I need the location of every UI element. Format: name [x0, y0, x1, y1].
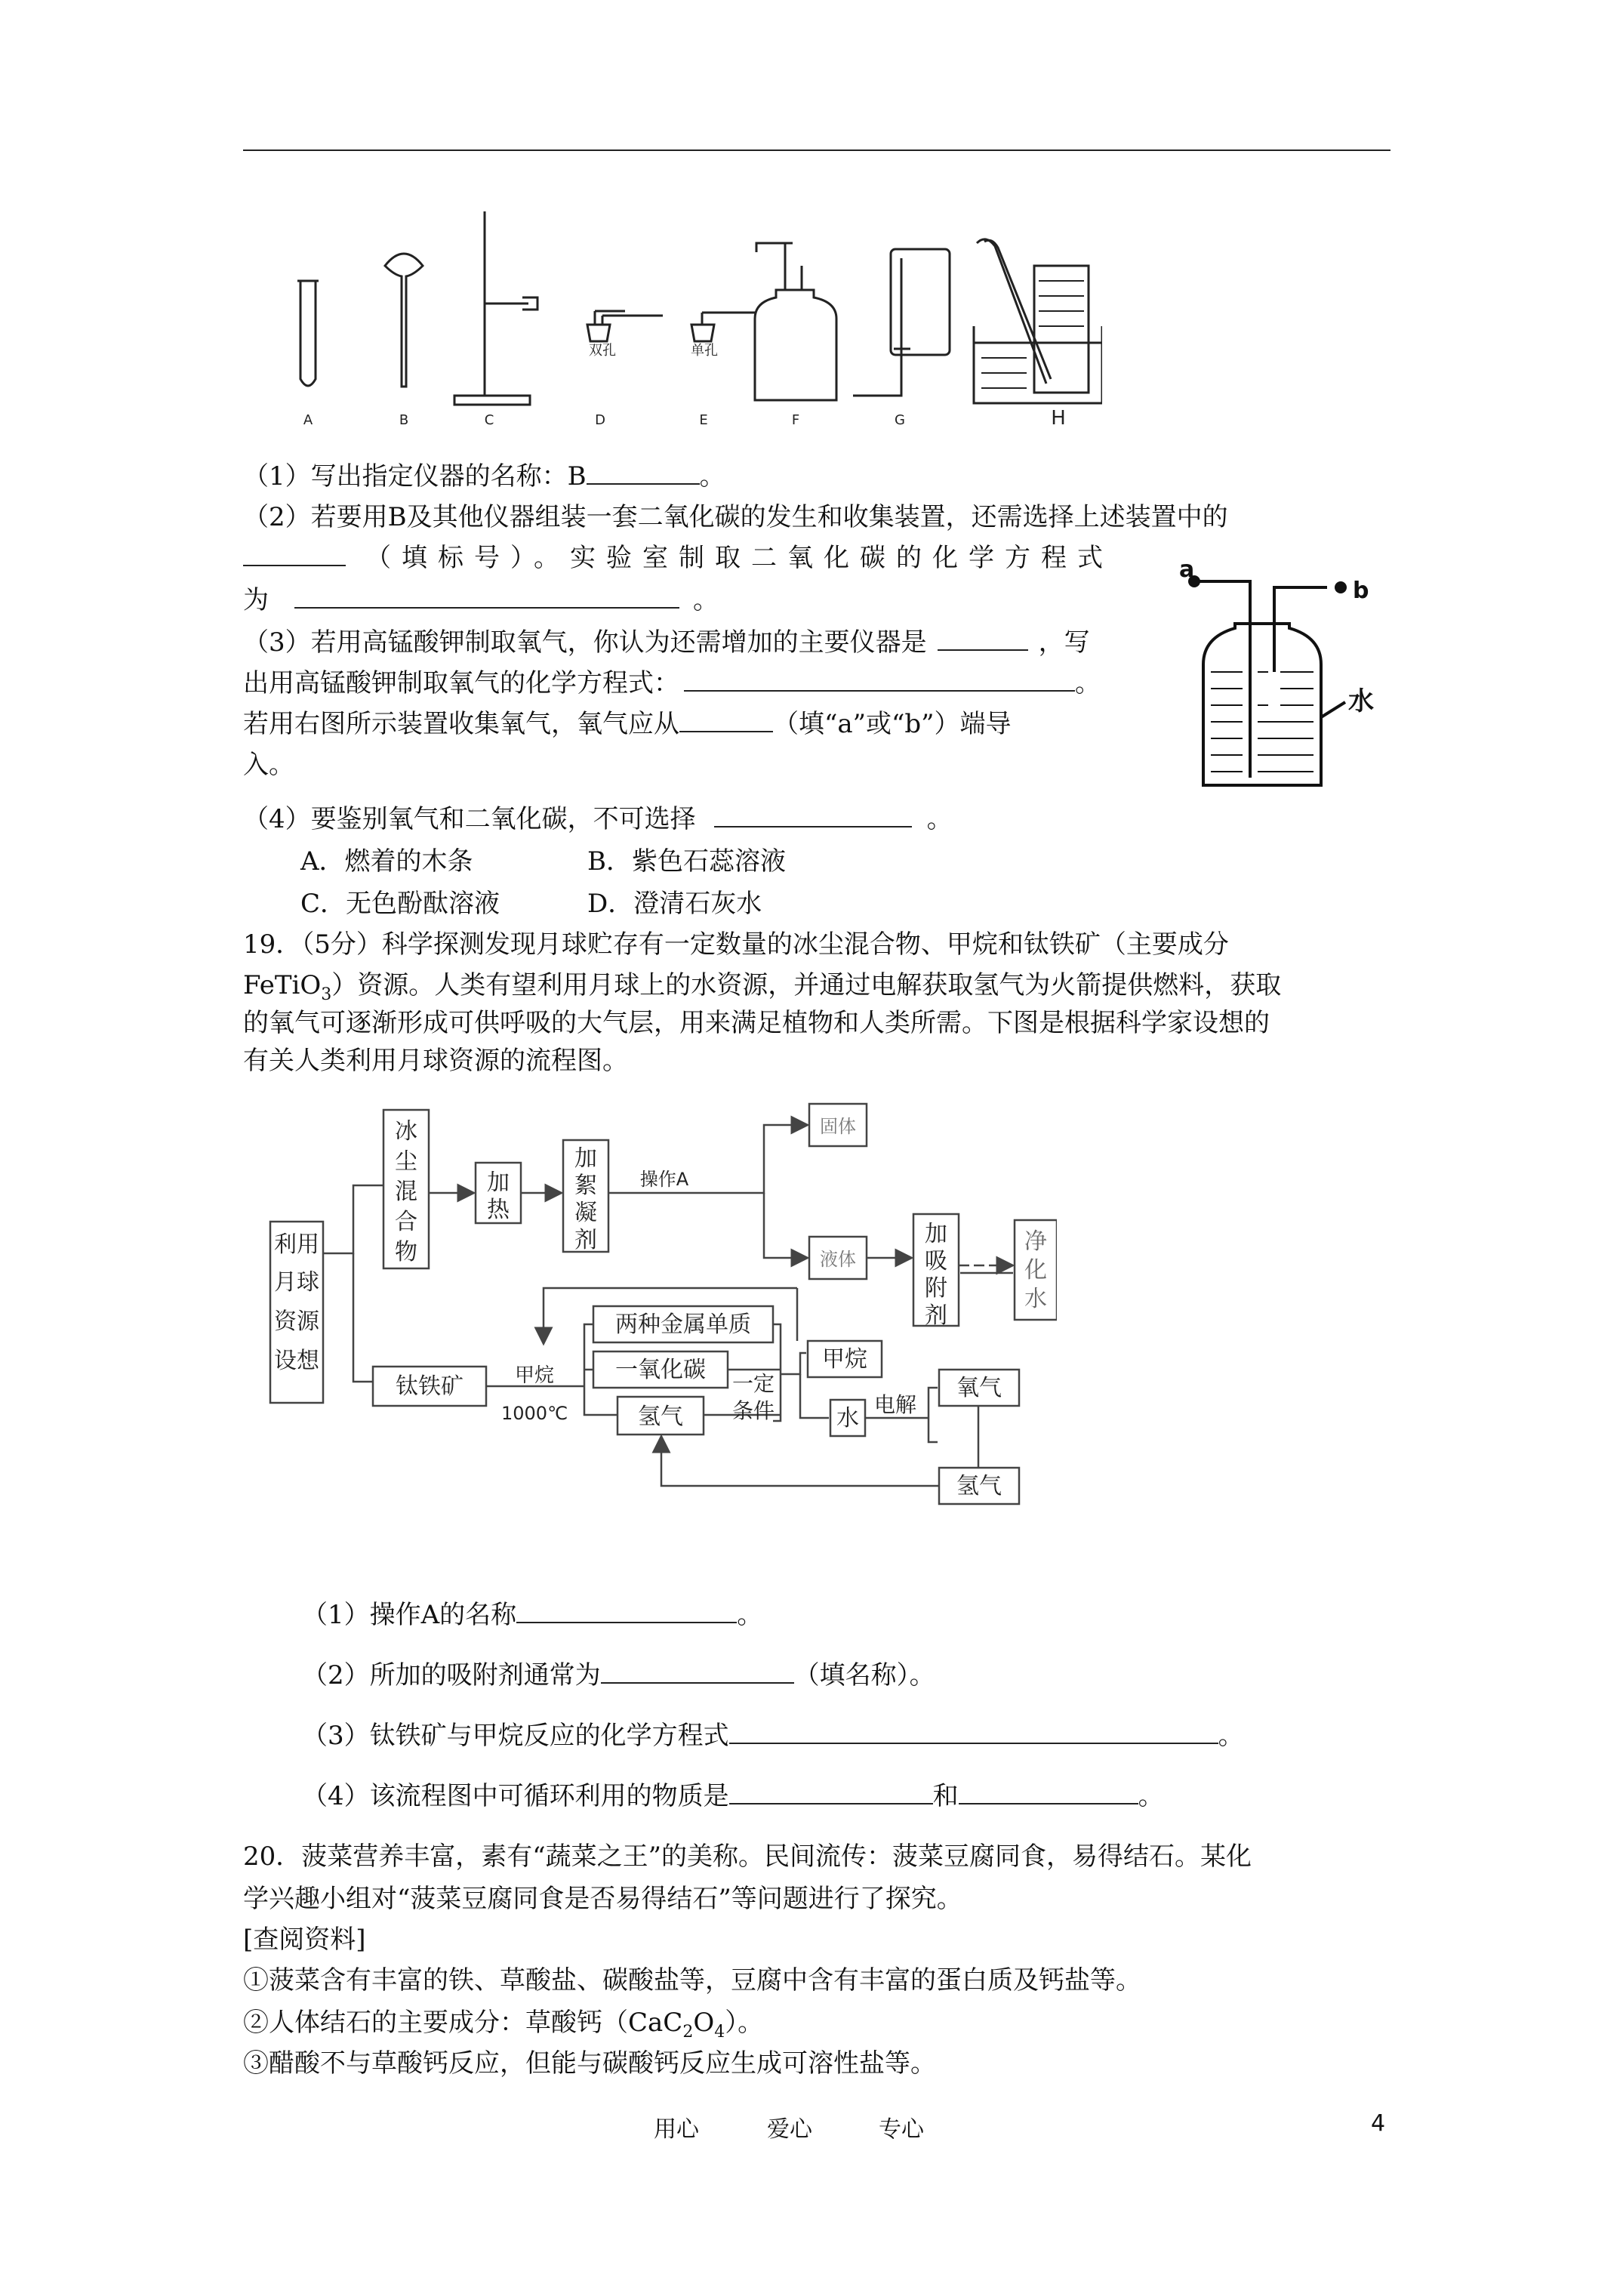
moon-resource-flowchart: [257, 1087, 1057, 1525]
flow-h2: 氢气: [638, 1404, 683, 1430]
flow-ice-5: 物: [395, 1239, 417, 1265]
flow-water: 水: [836, 1405, 859, 1432]
stopper-d-tag: 双孔: [589, 343, 616, 359]
port-b-label: b: [1353, 578, 1369, 604]
flow-co: 一氧化碳: [615, 1357, 706, 1383]
flow-coag-4: 剂: [574, 1227, 597, 1253]
flow-ice-3: 混: [395, 1179, 417, 1205]
stopper-e-tag: 单孔: [691, 343, 718, 359]
flow-op-a: 操作A: [639, 1169, 689, 1190]
label-c: C: [484, 412, 494, 428]
q18-part2-line3: 为 。: [243, 581, 719, 619]
flow-temp: 1000℃: [500, 1403, 568, 1424]
gas-bottle-icon: [755, 243, 836, 400]
flow-methane-out: 甲烷: [822, 1346, 867, 1373]
flow-liquid: 液体: [820, 1249, 856, 1270]
port-a-label: a: [1179, 559, 1195, 583]
one-hole-stopper-icon: [691, 313, 755, 341]
flow-methane-in: 甲烷: [514, 1364, 555, 1387]
flow-cond-2: 条件: [731, 1398, 775, 1423]
q19-line3: 的氧气可逐渐形成可供呼吸的大气层，用来满足植物和人类所需。下图是根据科学家设想的: [243, 1008, 1270, 1038]
flow-metals: 两种金属单质: [615, 1311, 751, 1338]
q18-part1: （1）写出指定仪器的名称：B 。: [243, 458, 725, 495]
flow-h2-out: 氢气: [956, 1473, 1002, 1499]
label-h: H: [1051, 407, 1066, 430]
gas-washing-bottle-figure: [1178, 559, 1404, 800]
flow-adsorb-4: 剂: [925, 1302, 947, 1329]
q19-sub4: （4）该流程图中可循环利用的物质是 和 。: [302, 1777, 1164, 1815]
label-d: D: [595, 412, 605, 428]
apparatus-figure: [272, 198, 1102, 439]
flow-pure-3: 水: [1024, 1286, 1047, 1312]
flow-adsorb-1: 加: [925, 1221, 947, 1247]
q18-part3-line2: 出用高锰酸钾制取氧气的化学方程式： 。: [243, 664, 1101, 702]
q18-part4: （4）要鉴别氧气和二氧化碳，不可选择 。: [243, 800, 953, 838]
q20-line2: 学兴趣小组对“菠菜豆腐同食是否易得结石”等问题进行了探究。: [243, 1884, 962, 1914]
flow-ice-4: 合: [395, 1209, 417, 1235]
flow-ice-1: 冰: [395, 1118, 417, 1145]
flow-cond-1: 一定: [731, 1371, 775, 1396]
flow-heat-1: 加: [487, 1170, 510, 1196]
page-number: 4: [1371, 2110, 1386, 2137]
water-trough-icon: [974, 239, 1102, 403]
q18-part3-line3: 若用右图所示装置收集氧气，氧气应从 （填“a”或“b”）端导: [243, 705, 1012, 743]
q20-line6: ③醋酸不与草酸钙反应，但能与碳酸钙反应生成可溶性盐等。: [243, 2048, 936, 2079]
flow-adsorb-2: 吸: [925, 1248, 947, 1274]
q19-sub3: （3）钛铁矿与甲烷反应的化学方程式 。: [302, 1717, 1244, 1755]
q19-sub1: （1）操作A的名称 。: [302, 1596, 762, 1634]
q19-line4: 有关人类利用月球资源的流程图。: [243, 1046, 628, 1076]
q19-sub2: （2）所加的吸附剂通常为 （填名称）。: [302, 1657, 935, 1694]
flow-solid: 固体: [820, 1116, 856, 1137]
q18-part2-line1: （2）若要用B及其他仪器组装一套二氧化碳的发生和收集装置，还需选择上述装置中的: [243, 502, 1228, 532]
q19-line2: FeTiO$_3$）资源。人类有望利用月球上的水资源，并通过电解获取氢气为火箭提供燃料，获取: [243, 970, 1282, 1004]
flow-root-4: 设想: [274, 1348, 319, 1374]
flow-ilmenite: 钛铁矿: [396, 1373, 463, 1400]
footer-motto-1: 用心: [654, 2116, 699, 2143]
flow-heat-2: 热: [487, 1197, 510, 1223]
header-rule: [243, 149, 1390, 151]
two-hole-stopper-icon: [587, 311, 663, 341]
q18-part2-line2: （填标号）。实验室制取二氧化碳的化学方程式: [243, 539, 1113, 577]
flow-root-3: 资源: [274, 1308, 319, 1335]
flow-root-1: 利用: [274, 1231, 319, 1258]
test-tube-icon: [297, 281, 319, 386]
q20-line1: 20．菠菜营养丰富，素有“蔬菜之王”的美称。民间流传：菠菜豆腐同食，易得结石。某化: [243, 1841, 1252, 1872]
q18-part3-line1: （3）若用高锰酸钾制取氧气，你认为还需增加的主要仪器是 ，写: [243, 624, 1090, 661]
collecting-bottle-icon: [853, 249, 950, 396]
q18-options-ab: A．燃着的木条 B．紫色石蕊溶液: [300, 846, 786, 877]
label-e: E: [699, 412, 708, 428]
q20-line5: ②人体结石的主要成分：草酸钙$(CaC_2O_4)$。: [243, 2008, 764, 2042]
label-f: F: [791, 412, 800, 428]
flow-ice-2: 尘: [395, 1148, 417, 1175]
flow-o2: 氧气: [956, 1375, 1002, 1401]
label-a: A: [303, 412, 313, 428]
flow-adsorb-3: 附: [925, 1275, 947, 1302]
footer-motto-3: 专心: [879, 2116, 924, 2143]
iron-stand-icon: [454, 211, 537, 405]
flow-pure-1: 净: [1024, 1228, 1047, 1255]
label-g: G: [895, 412, 905, 428]
q18-options-cd: C．无色酚酞溶液 D．澄清石灰水: [300, 889, 762, 919]
q20-line3: [查阅资料]: [243, 1925, 366, 1955]
q20-line4: ①菠菜含有丰富的铁、草酸盐、碳酸盐等，豆腐中含有丰富的蛋白质及钙盐等。: [243, 1965, 1141, 1996]
flow-electrolysis: 电解: [873, 1392, 917, 1417]
q18-part3-line4: 入。: [243, 750, 294, 780]
flow-coag-1: 加: [574, 1145, 597, 1172]
q19-line1: 19．（5分）科学探测发现月球贮存有一定数量的冰尘混合物、甲烷和钛铁矿（主要成分: [243, 929, 1229, 960]
flow-pure-2: 化: [1024, 1257, 1047, 1284]
footer-motto-2: 爱心: [767, 2116, 812, 2143]
flow-coag-3: 凝: [574, 1200, 597, 1226]
water-label: 水: [1348, 686, 1374, 717]
flow-coag-2: 絮: [574, 1173, 597, 1199]
label-b: B: [399, 412, 409, 428]
flow-root-2: 月球: [274, 1269, 319, 1296]
long-neck-funnel-icon: [385, 254, 423, 387]
